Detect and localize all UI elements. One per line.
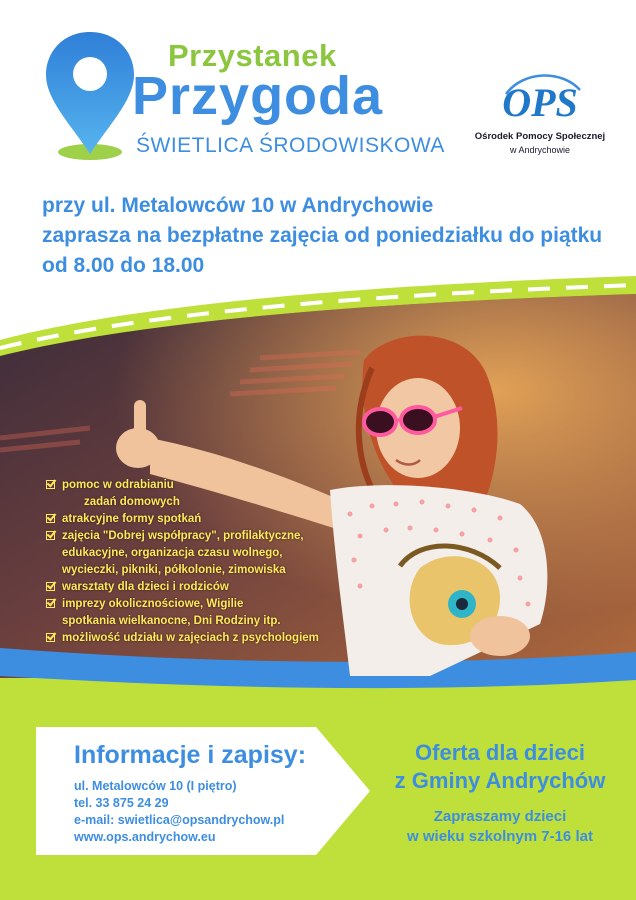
ops-logo [484,68,596,124]
title-przystanek: Przystanek [168,38,337,73]
subtitle-swietlica: ŚWIETLICA ŚRODOWISKOWA [136,134,445,157]
location-pin-icon [40,28,140,162]
activities-list [46,477,346,647]
activity-text: imprezy okolicznościowe, Wigilie [62,598,244,610]
activity-text-cont: zadań domowych [84,496,180,508]
ops-logo-text: OPS [502,80,578,124]
checkbox-icon [46,633,55,642]
ops-name: Ośrodek Pomocy Społecznej [474,131,606,142]
info-title: Informacje i zapisy: [74,741,307,769]
checkbox-icon [46,480,55,489]
checkbox-icon [46,514,55,523]
offer-subtitle-line2: w wieku szkolnym 7-16 lat [407,828,593,845]
activity-text-cont: edukacyjne, organizacja czasu wolnego, [62,547,283,559]
checkbox-icon [46,599,55,608]
activity-item [46,630,346,647]
activity-text-cont: wycieczki, pikniki, półkolonie, zimowiska [62,564,286,576]
checkbox-icon [46,582,55,591]
info-address: ul. Metalowców 10 (I piętro) [74,779,237,793]
checkbox-icon [46,531,55,540]
activity-item [46,477,346,511]
intro-address: przy ul. Metalowców 10 w Andrychowie [42,194,434,217]
activity-item [46,579,346,596]
activity-text: pomoc w odrabianiu [62,479,174,491]
info-phone: tel. 33 875 24 29 [74,796,169,810]
offer-title-line2: z Gminy Andrychów [394,768,606,793]
intro-invitation: zaprasza na bezpłatne zajęcia od poniedziałku do piątku [42,224,603,247]
info-email[interactable]: e-mail: swietlica@opsandrychow.pl [74,813,285,827]
info-website[interactable]: www.ops.andrychow.eu [74,830,216,844]
offer-title-line1: Oferta dla dzieci [415,740,585,765]
activity-text: zajęcia "Dobrej współpracy", profilaktyczne, [62,530,304,542]
activity-item [46,596,346,630]
activity-item [46,528,346,579]
intro-hours: od 8.00 do 18.00 [42,254,205,277]
activity-text: warsztaty dla dzieci i rodziców [62,581,229,593]
activity-text-cont: spotkania wielkanocne, Dni Rodziny itp. [62,615,281,627]
ops-city: w Andrychowie [509,145,571,155]
activity-text: możliwość udziału w zajęciach z psychologiem [62,632,319,644]
offer-subtitle-line1: Zapraszamy dzieci [433,808,567,825]
activity-text: atrakcyjne formy spotkań [62,513,202,525]
title-przygoda: Przygoda [132,66,384,126]
activity-item [46,511,346,528]
